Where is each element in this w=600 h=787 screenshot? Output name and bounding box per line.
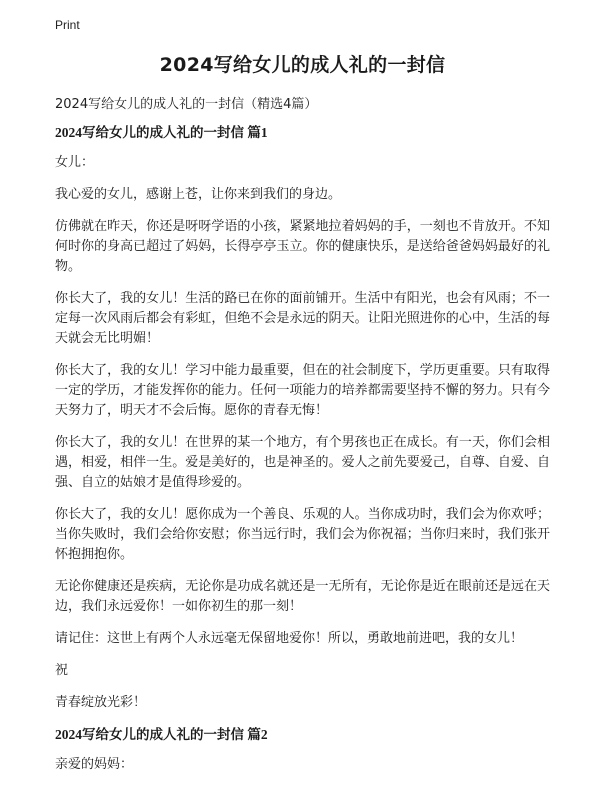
document-subtitle: 2024写给女儿的成人礼的一封信（精选4篇） bbox=[55, 97, 318, 112]
salutation: 亲爱的妈妈： bbox=[55, 757, 134, 772]
salutation: 女儿： bbox=[55, 155, 95, 170]
letter-section-1 bbox=[55, 123, 550, 713]
letter-section-2 bbox=[55, 725, 550, 775]
paragraph: 你长大了，我的女儿！学习中能力最重要，但在的社会制度下，学历更重要。只有取得一定的学历，才能发挥你的能力。任何一项能力的培养都需要坚持不懈的努力。只有今天努力了，明天才不会后悔。愿你的青春无悔！ bbox=[55, 363, 550, 418]
paragraph: 我心爱的女儿，感谢上苍，让你来到我们的身边。 bbox=[55, 187, 342, 202]
document-title: 2024写给女儿的成人礼的一封信 bbox=[159, 54, 446, 76]
paragraph: 请记住：这世上有两个人永远毫无保留地爱你！所以，勇敢地前进吧，我的女儿！ bbox=[55, 631, 524, 646]
paragraph: 你长大了，我的女儿！愿你成为一个善良、乐观的人。当你成功时，我们会为你欢呼；当你失败时，我们会给你安慰；你当远行时，我们会为你祝福；当你归来时，我们张开怀抱拥抱你。 bbox=[55, 507, 550, 562]
section-heading: 2024写给女儿的成人礼的一封信 篇2 bbox=[55, 727, 268, 742]
section-heading: 2024写给女儿的成人礼的一封信 篇1 bbox=[55, 125, 268, 140]
paragraph: 仿佛就在昨天，你还是呀呀学语的小孩，紧紧地拉着妈妈的手，一刻也不肯放开。不知何时你的身高已超过了妈妈，长得亭亭玉立。你的健康快乐，是送给爸爸妈妈最好的礼物。 bbox=[55, 219, 550, 274]
paragraph: 你长大了，我的女儿！在世界的某一个地方，有个男孩也正在成长。有一天，你们会相遇，相爱，相伴一生。爱是美好的，也是神圣的。爱人之前先要爱己，自尊、自爱、自强、自立的姑娘才是值得珍爱的。 bbox=[55, 435, 550, 490]
paragraph: 你长大了，我的女儿！生活的路已在你的面前铺开。生活中有阳光，也会有风雨；不一定每一次风雨后都会有彩虹，但绝不会是永远的阴天。让阳光照进你的心中，生活的每天就会无比明媚！ bbox=[55, 291, 550, 346]
closing-wish: 青春绽放光彩！ bbox=[55, 695, 147, 710]
paragraph: 无论你健康还是疾病，无论你是功成名就还是一无所有，无论你是近在眼前还是远在天边，我们永远爱你！一如你初生的那一刻！ bbox=[55, 579, 550, 614]
print-label[interactable]: Print bbox=[55, 18, 80, 32]
closing-line: 祝 bbox=[55, 663, 69, 678]
document-body bbox=[55, 52, 550, 787]
